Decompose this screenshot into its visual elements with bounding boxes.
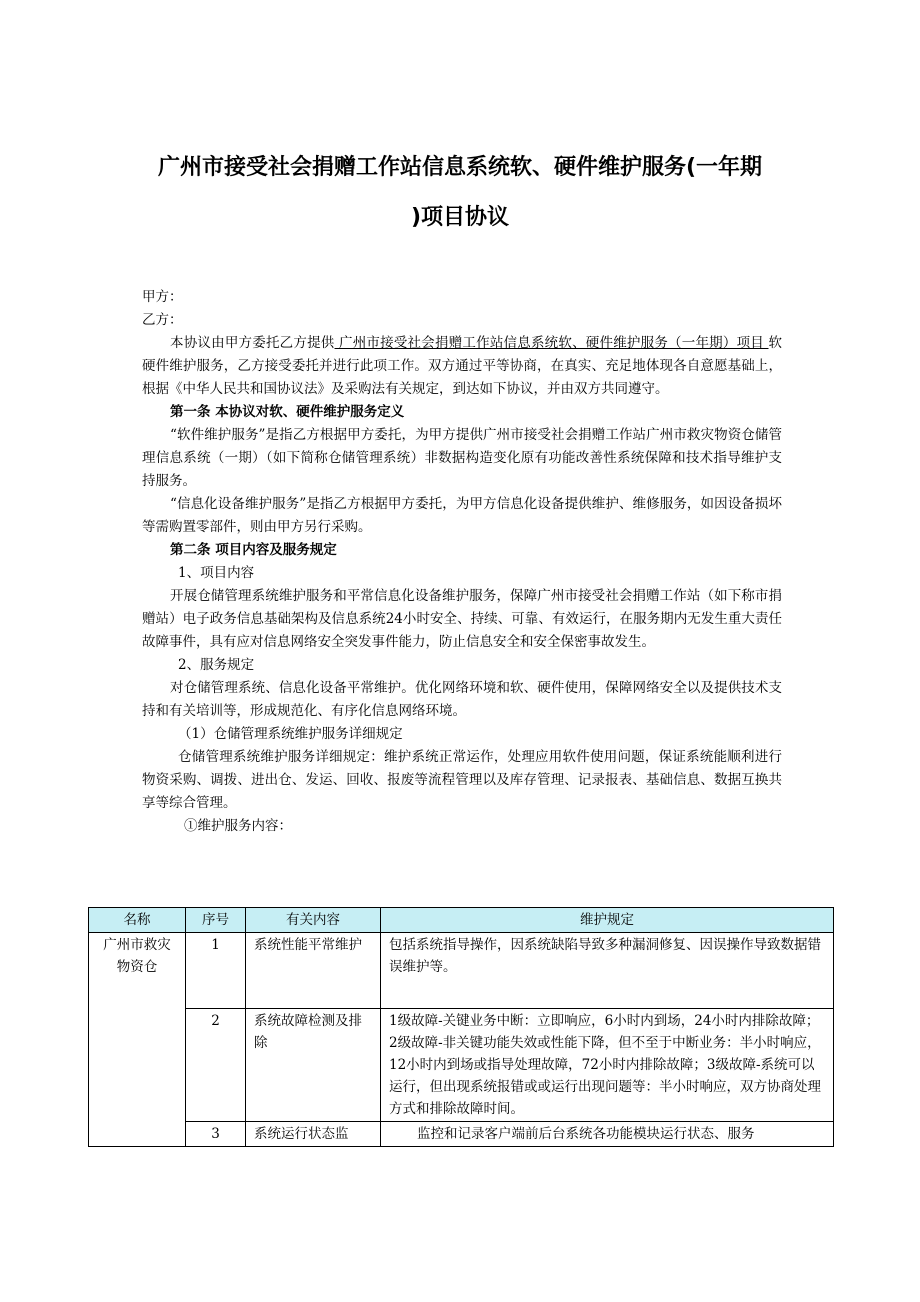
document-title-line-2: )项目协议 xyxy=(410,205,510,230)
article-2-paragraph-2: 对仓储管理系统、信息化设备平常维护。优化网络环境和软、硬件使用，保障网络安全以及提供技术支持和有关培训等，形成规范化、有序化信息网络环境。 xyxy=(142,680,782,719)
article-1-paragraph-2: “信息化设备维护服务”是指乙方根据甲方委托，为甲方信息化设备提供维护、维修服务，如因设备损坏等需购置零部件，则由甲方另行采购。 xyxy=(142,496,782,535)
table-row xyxy=(89,1009,834,1122)
party-a-label: 甲方： xyxy=(142,289,183,305)
article-2-subheading-1: 1、项目内容 xyxy=(178,565,255,581)
article-2-heading: 第二条 项目内容及服务规定 xyxy=(170,542,337,558)
project-name-underlined: 广州市接受社会捐赠工作站信息系统软、硬件维护服务（一年期）项目 xyxy=(334,335,769,351)
article-2-subheading-2: 2、服务规定 xyxy=(178,657,255,673)
header-rule: 维护规定 xyxy=(381,908,834,933)
row-content: 系统性能平常维护 xyxy=(246,933,381,1009)
table-header-row xyxy=(89,908,834,933)
row-rule: 监控和记录客户端前后台系统各功能模块运行状态、服务 xyxy=(381,1122,834,1147)
header-content: 有关内容 xyxy=(246,908,381,933)
document-body xyxy=(142,286,782,838)
table-row xyxy=(89,933,834,1009)
article-2-paragraph-3: 仓储管理系统维护服务详细规定：维护系统正常运作，处理应用软件使用问题，保证系统能顺利进行物资采购、调拨、进出仓、发运、回收、报废等流程管理以及库存管理、记录报表、基础信息、数据互换共享等综合管理。 xyxy=(142,749,782,811)
row-content: 系统故障检测及排除 xyxy=(246,1009,381,1122)
article-2-subheading-4: ①维护服务内容： xyxy=(184,818,292,834)
system-name-cell: 广州市救灾物资仓 xyxy=(89,933,186,1147)
row-content: 系统运行状态监 xyxy=(246,1122,381,1147)
maintenance-service-table xyxy=(88,907,834,1147)
row-number: 2 xyxy=(186,1009,246,1122)
row-number: 1 xyxy=(186,933,246,1009)
article-2-paragraph-1: 开展仓储管理系统维护服务和平常信息化设备维护服务，保障广州市接受社会捐赠工作站（如下称市捐赠站）电子政务信息基础架构及信息系统24小时安全、持续、可靠、有效运行，在服务期内无发生重大责任故障事件，具有应对信息网络安全突发事件能力，防止信息安全和安全保密事故发生。 xyxy=(142,588,782,650)
article-1-paragraph-1: “软件维护服务”是指乙方根据甲方委托，为甲方提供广州市接受社会捐赠工作站广州市救灾物资仓储管理信息系统（一期）（如下简称仓储管理系统）非数据构造变化原有功能改善性系统保障和技术指导维护支持服务。 xyxy=(142,427,782,489)
row-number: 3 xyxy=(186,1122,246,1147)
intro-after: 软硬件维护服务，乙方接受委托并进行此项工作。双方通过平等协商，在真实、充足地体现各自意愿基础上，根据《中华人民共和国协议法》及采购法有关规定，到达如下协议，并由双方共同遵守。 xyxy=(142,335,782,397)
article-1-heading: 第一条 本协议对软、硬件维护服务定义 xyxy=(170,404,405,420)
table-row xyxy=(89,1122,834,1147)
intro-paragraph xyxy=(142,332,782,401)
header-name: 名称 xyxy=(89,908,186,933)
article-2-subheading-3: （1）仓储管理系统维护服务详细规定 xyxy=(178,726,403,742)
party-b-label: 乙方： xyxy=(142,312,183,328)
row-rule: 1级故障-关键业务中断：立即响应，6小时内到场，24小时内排除故障；2级故障-非关键功能失效或性能下降，但不至于中断业务：半小时响应，12小时内到场或指导处理故障，72小时内排除故障；3级故障-系统可以运行，但出现系统报错或或运行出现问题等：半小时响应，双方协商处理方式和排除故障时间。 xyxy=(381,1009,834,1122)
intro-before: 本协议由甲方委托乙方提供 xyxy=(170,335,335,351)
document-title-line-1: 广州市接受社会捐赠工作站信息系统软、硬件维护服务(一年期 xyxy=(157,155,763,180)
header-number: 序号 xyxy=(186,908,246,933)
row-rule: 包括系统指导操作，因系统缺陷导致多种漏洞修复、因误操作导致数据错误维护等。 xyxy=(381,933,834,1009)
